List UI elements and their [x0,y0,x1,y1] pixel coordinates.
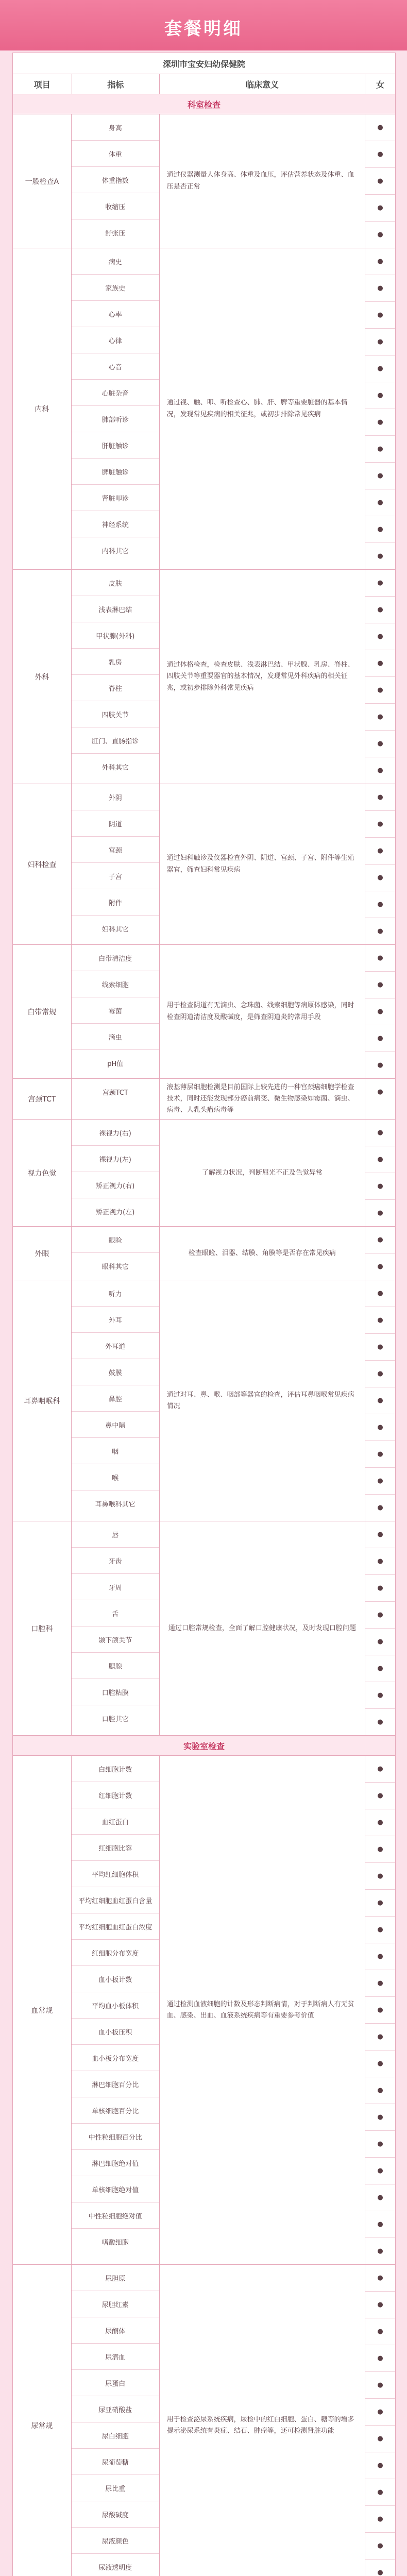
table-cell-indicator: 病史 [72,248,159,275]
table-cell-indicator: 附件 [72,889,159,916]
table-cell-meaning: 通过检测血液细胞的计数及形态判断病情，对于判断病人有无贫血、感染、出血、血液系统疾病等有重要参考价值 [160,1756,365,2264]
section-title: 科室检查 [13,94,395,114]
table-cell-mark: ● [365,1756,395,1783]
table-cell-mark: ● [365,2158,395,2184]
table-cell-mark: ● [365,1809,395,1836]
table-cell-mark: ● [365,570,395,597]
table-cell-indicator: 皮肤 [72,570,159,596]
table-cell-mark: ● [365,1997,395,2024]
table-cell-indicator: 尿潜血 [72,2344,159,2370]
table-cell-indicator: 血小板计数 [72,1966,159,1992]
group-name: 尿常规 [13,2265,72,2576]
table-cell-mark: ● [365,650,395,677]
table-cell-indicator: 子宫 [72,863,159,889]
table-cell-mark: ● [365,275,395,302]
table-cell-indicator: 嗜酸细胞 [101,2239,129,2247]
table-cell-mark: ● [365,1468,395,1495]
table-cell-indicator: 单核细胞绝对值 [72,2176,159,2202]
group-name: 视力色觉 [13,1120,72,1226]
table-cell-mark: ● [365,141,395,168]
table-cell-indicator: 肺部听诊 [72,406,159,432]
group-name: 妇科检查 [13,784,72,944]
group-items [72,1756,160,2264]
table-cell-indicator: 心脏杂音 [72,380,159,406]
table-cell-indicator: 尿胆原 [72,2265,159,2291]
group-items [72,1521,160,1735]
table-cell-mark: ● [365,623,395,650]
table-cell-indicator: 平均红细胞体积 [72,1861,159,1887]
table-group-row [13,1521,395,1736]
table-cell-mark: ● [365,382,395,409]
table-group-row [13,1227,395,1280]
table-cell-indicator: 身高 [72,114,159,141]
table-cell-indicator: 颞下颌关节 [72,1626,159,1653]
group-items [72,2265,160,2576]
table-cell-indicator: 尿胆红素 [72,2291,159,2317]
table-cell-mark: ● [365,2399,395,2426]
table-group-row [13,1120,395,1227]
table-cell-indicator: 外科其它 [101,764,129,772]
table-cell-indicator: 矫正视力(左) [96,1209,135,1217]
table-cell-meaning: 通过视、触、叩、听检查心、肺、肝、脾等重要脏器的基本情况，发现常见疾病的相关征兆，或初步排除常见疾病 [160,248,365,569]
table-cell-indicator: 心音 [72,353,159,380]
table-cell-mark: ● [365,1863,395,1890]
table-cell-mark: ● [377,231,383,239]
table-cell-mark: ● [365,1917,395,1943]
table-cell-mark: ● [365,2372,395,2399]
table-cell-indicator: 红细胞分布宽度 [72,1940,159,1966]
group-items [72,114,160,248]
table-cell-indicator: 尿比重 [72,2475,159,2501]
table-cell-mark: ● [365,489,395,516]
table-cell-indicator: 舌 [72,1600,159,1626]
table-cell-mark: ● [365,114,395,141]
table-group-row [13,2265,395,2576]
table-cell-mark: ● [365,1361,395,1387]
table-cell-indicator: 血红蛋白 [72,1808,159,1835]
table-group-row [13,1079,395,1120]
table-cell-mark: ● [377,927,383,935]
table-cell-indicator: 尿液透明度 [98,2564,132,2572]
table-group-row [13,570,395,784]
table-cell-indicator: 淋巴细胞百分比 [72,2071,159,2097]
table-cell-indicator: 心律 [72,327,159,353]
table-cell-indicator: 鼓膜 [72,1359,159,1385]
table-cell-indicator: 尿白细胞 [72,2422,159,2449]
table-cell-mark: ● [377,1061,383,1069]
table-cell-mark: ● [365,731,395,757]
group-name: 外科 [13,570,72,784]
table-cell-indicator: 体重指数 [72,167,159,193]
table-cell-mark: ● [365,2050,395,2077]
table-cell-mark: ● [365,1521,395,1548]
table-cell-mark: ● [377,767,383,774]
table-cell-indicator: 眼睑 [72,1227,159,1253]
table-cell-indicator: 肾脏叩诊 [72,485,159,511]
table-group-row [13,945,395,1079]
table-cell-mark: ● [365,1629,395,1655]
table-cell-mark: ● [365,1280,395,1307]
table-cell-mark: ● [365,1655,395,1682]
group-name: 血常规 [13,1756,72,2264]
table-cell-meaning: 用于检查泌尿系统疾病，尿检中的红白细胞、蛋白、糖等的增多提示泌尿系统有炎症、结石、肿瘤等，还可检测肾脏功能 [160,2265,365,2576]
group-marks [365,1280,395,1521]
table-cell-indicator: 腮腺 [72,1653,159,1679]
table-cell-mark: ● [365,1227,395,1253]
table-cell-mark: ● [365,1025,395,1052]
table-header-row [13,74,395,94]
table-cell-meaning: 了解视力状况，判断屈光不正及色觉异常 [160,1120,365,1226]
table-cell-mark: ● [365,865,395,891]
table-cell-mark: ● [365,2024,395,2050]
group-marks [365,570,395,784]
table-group-row [13,1756,395,2265]
group-name: 白带常规 [13,945,72,1078]
table-cell-mark: ● [365,677,395,704]
table-cell-mark: ● [365,2318,395,2345]
group-name: 宫颈TCT [13,1079,72,1119]
table-cell-indicator: 妇科其它 [101,926,129,934]
group-items [72,1280,160,1521]
group-marks [365,114,395,248]
table-cell-indicator: 血小板分布宽度 [72,2045,159,2071]
group-items [72,784,160,944]
header-banner [0,0,407,50]
table-cell-indicator: 宫颈 [72,837,159,863]
table-cell-mark: ● [365,2292,395,2318]
table-cell-indicator: 尿亚硝酸盐 [72,2396,159,2422]
table-group-row [13,114,395,248]
table-cell-mark: ● [365,409,395,436]
table-cell-mark: ● [365,2479,395,2506]
table-cell-meaning: 检查眼睑、泪器、结膜、角膜等是否存在常见疾病 [160,1227,365,1280]
table-cell-indicator: 四肢关节 [72,701,159,727]
table-cell-meaning: 通过口腔常规检查，全面了解口腔健康状况，及时发现口腔问题 [160,1521,365,1735]
banner-title: 套餐明细 [164,19,243,39]
table-cell-indicator: 家族史 [72,275,159,301]
table-cell-indicator: 阴道 [72,810,159,837]
group-name: 外眼 [13,1227,72,1280]
table-cell-mark: ● [365,2104,395,2131]
table-cell-mark: ● [365,811,395,838]
table-cell-meaning: 用于检查阴道有无滴虫、念珠菌、线索细胞等病原体感染，同时检查阴道清洁度及酸碱度，是筛查阴道炎的常用手段 [160,945,365,1078]
table-cell-indicator: 咽 [72,1438,159,1464]
table-cell-indicator: 外耳 [72,1307,159,1333]
col-header-female: 女 [376,79,385,90]
table-cell-mark: ● [365,1120,395,1146]
table-cell-indicator: 线索细胞 [72,971,159,997]
table-cell-indicator: 尿液颜色 [72,2528,159,2554]
group-items [72,945,160,1078]
table-group-row [13,784,395,945]
table-cell-mark: ● [365,704,395,731]
table-cell-mark: ● [365,1441,395,1468]
table-cell-indicator: 喉 [72,1464,159,1490]
group-items [72,248,160,569]
table-cell-indicator: 脊柱 [72,675,159,701]
table-cell-mark: ● [365,168,395,195]
group-marks [365,2265,395,2576]
table-cell-indicator: 矫正视力(右) [72,1172,159,1198]
table-cell-indicator: 鼻腔 [72,1385,159,1412]
table-cell-indicator: 乳房 [72,649,159,675]
table-cell-mark: ● [365,1548,395,1575]
table-cell-indicator: 平均红细胞血红蛋白含量 [72,1887,159,1913]
table-cell-mark: ● [365,972,395,998]
group-marks [365,1521,395,1735]
table-group-row [13,248,395,570]
table-cell-mark: ● [365,516,395,543]
table-cell-indicator: 尿葡萄糖 [72,2449,159,2475]
table-cell-indicator: 收缩压 [72,193,159,219]
table-cell-mark: ● [365,1890,395,1917]
table-cell-mark: ● [365,355,395,382]
table-cell-mark: ● [365,329,395,355]
table-body [13,94,395,2576]
group-marks [365,1079,395,1119]
table-cell-mark: ● [365,1682,395,1709]
table-cell-indicator: 舒张压 [105,230,126,238]
group-marks [365,1227,395,1280]
col-header-indicator: 指标 [72,74,160,94]
table-cell-indicator: pH值 [107,1060,124,1068]
table-cell-indicator: 口腔粘膜 [72,1679,159,1705]
table-cell-indicator: 尿酮体 [72,2317,159,2344]
table-cell-indicator: 听力 [72,1280,159,1307]
table-cell-mark: ● [365,2265,395,2292]
group-marks [365,945,395,1078]
group-name: 一般检查A [13,114,72,248]
table-cell-indicator: 甲状腺(外科) [72,622,159,649]
group-items [72,1120,160,1226]
table-cell-mark: ● [365,1334,395,1361]
table-cell-indicator: 白细胞计数 [72,1756,159,1782]
table-cell-meaning: 通过妇科触诊及仪器检查外阴、阴道、宫颈、子宫、附件等生殖器官，筛查妇科常见疾病 [160,784,365,944]
table-cell-mark: ● [365,2533,395,2560]
group-items [72,1079,160,1119]
table-cell-indicator: 外耳道 [72,1333,159,1359]
table-cell-indicator: 鼻中隔 [72,1412,159,1438]
table-cell-indicator: 神经系统 [72,511,159,537]
table-cell-meaning: 液基薄层细胞检测是目前国际上较先进的一种宫颈癌细胞学检查技术，同时还能发现部分癌前病变、微生物感染如霉菌、滴虫、病毒、人乳头瘤病毒等 [160,1079,365,1119]
table-cell-mark: ● [365,2131,395,2158]
table-cell-indicator: 血小板压积 [72,2019,159,2045]
table-cell-mark: ● [365,2077,395,2104]
group-name: 内科 [13,248,72,569]
group-marks [365,784,395,944]
table-cell-indicator: 牙周 [72,1574,159,1600]
table-cell-mark: ● [365,436,395,463]
col-header-project: 项目 [13,74,72,94]
table-cell-meaning: 通过仪器测量人体身高、体重及血压，评估营养状态及体重、血压是否正常 [160,114,365,248]
table-cell-mark: ● [365,2506,395,2533]
table-cell-indicator: 单核细胞百分比 [72,2097,159,2124]
table-cell-indicator: 裸视力(左) [72,1146,159,1172]
table-cell-indicator: 牙齿 [72,1548,159,1574]
table-cell-indicator: 宫颈TCT [102,1089,128,1097]
table-cell-indicator: 尿酸碱度 [72,2501,159,2528]
table-cell-indicator: 平均红细胞血红蛋白浓度 [72,1913,159,1940]
table-cell-mark: ● [365,1307,395,1334]
table-cell-mark: ● [365,1414,395,1441]
group-marks [365,1120,395,1226]
table-cell-mark: ● [365,838,395,865]
table-cell-indicator: 霉菌 [72,997,159,1024]
table-cell-indicator: 尿蛋白 [72,2370,159,2396]
table-cell-mark: ● [377,552,383,560]
table-cell-meaning: 通过体格检查，检查皮肤、浅表淋巴结、甲状腺、乳房、脊柱、四肢关节等重要器官的基本情况，发现常见外科疾病的相关征兆，或初步排除外科常见疾病 [160,570,365,784]
table-cell-mark: ● [365,463,395,489]
table-cell-mark: ● [377,1209,383,1217]
table-cell-mark: ● [365,1387,395,1414]
table-cell-mark: ● [377,2569,383,2576]
table-cell-indicator: 体重 [72,141,159,167]
table-cell-indicator: 脾脏触诊 [72,459,159,485]
table-cell-mark: ● [365,945,395,972]
table-cell-mark: ● [377,1263,383,1271]
table-cell-mark: ● [377,1088,383,1096]
package-detail-table [12,53,396,2576]
table-cell-indicator: 肝脏触诊 [72,432,159,459]
table-cell-mark: ● [365,597,395,623]
table-cell-mark: ● [365,302,395,329]
table-cell-indicator: 中性粒细胞绝对值 [72,2202,159,2229]
table-cell-mark: ● [365,195,395,222]
table-top-title: 深圳市宝安妇幼保健院 [13,53,395,74]
table-cell-mark: ● [365,2426,395,2452]
col-header-meaning: 临床意义 [160,74,365,94]
group-marks [365,1756,395,2264]
table-cell-mark: ● [365,1146,395,1173]
table-cell-mark: ● [365,998,395,1025]
table-cell-mark: ● [365,1836,395,1863]
table-cell-indicator: 耳鼻喉科其它 [95,1501,135,1509]
table-cell-mark: ● [365,1575,395,1602]
table-cell-indicator: 裸视力(右) [72,1120,159,1146]
table-cell-mark: ● [365,2211,395,2238]
table-cell-mark: ● [377,1718,383,1726]
table-cell-mark: ● [365,1943,395,1970]
table-cell-indicator: 眼科其它 [101,1263,129,1272]
table-cell-mark: ● [365,1783,395,1809]
table-cell-mark: ● [365,248,395,275]
table-cell-mark: ● [365,1970,395,1997]
table-cell-mark: ● [365,2184,395,2211]
table-cell-indicator: 外阴 [72,784,159,810]
table-cell-mark: ● [377,2247,383,2256]
table-cell-indicator: 白带清洁度 [72,945,159,971]
table-cell-indicator: 内科其它 [101,548,129,555]
table-cell-mark: ● [365,2345,395,2372]
table-cell-mark: ● [365,2452,395,2479]
table-cell-meaning: 通过对耳、鼻、喉、咽部等器官的检查，评估耳鼻咽喉常见疾病情况 [160,1280,365,1521]
table-cell-indicator: 平均血小板体积 [72,1992,159,2019]
table-cell-indicator: 唇 [72,1521,159,1548]
table-cell-mark: ● [377,1504,383,1512]
table-cell-indicator: 红细胞比容 [72,1835,159,1861]
table-cell-mark: ● [365,784,395,811]
table-cell-indicator: 中性粒细胞百分比 [72,2124,159,2150]
group-items [72,1227,160,1280]
group-marks [365,248,395,569]
group-name: 口腔科 [13,1521,72,1735]
group-items [72,570,160,784]
table-group-row [13,1280,395,1521]
table-cell-indicator: 心率 [72,301,159,327]
table-cell-mark: ● [365,1602,395,1629]
table-cell-mark: ● [365,891,395,918]
table-cell-indicator: 红细胞计数 [72,1782,159,1808]
section-title: 实验室检查 [13,1736,395,1756]
table-cell-indicator: 浅表淋巴结 [72,596,159,622]
table-cell-indicator: 肛门、直肠指诊 [72,727,159,754]
table-cell-indicator: 口腔其它 [101,1716,129,1724]
table-cell-mark: ● [365,1173,395,1200]
group-name: 耳鼻咽喉科 [13,1280,72,1521]
table-cell-indicator: 淋巴细胞绝对值 [72,2150,159,2176]
table-cell-indicator: 滴虫 [72,1024,159,1050]
